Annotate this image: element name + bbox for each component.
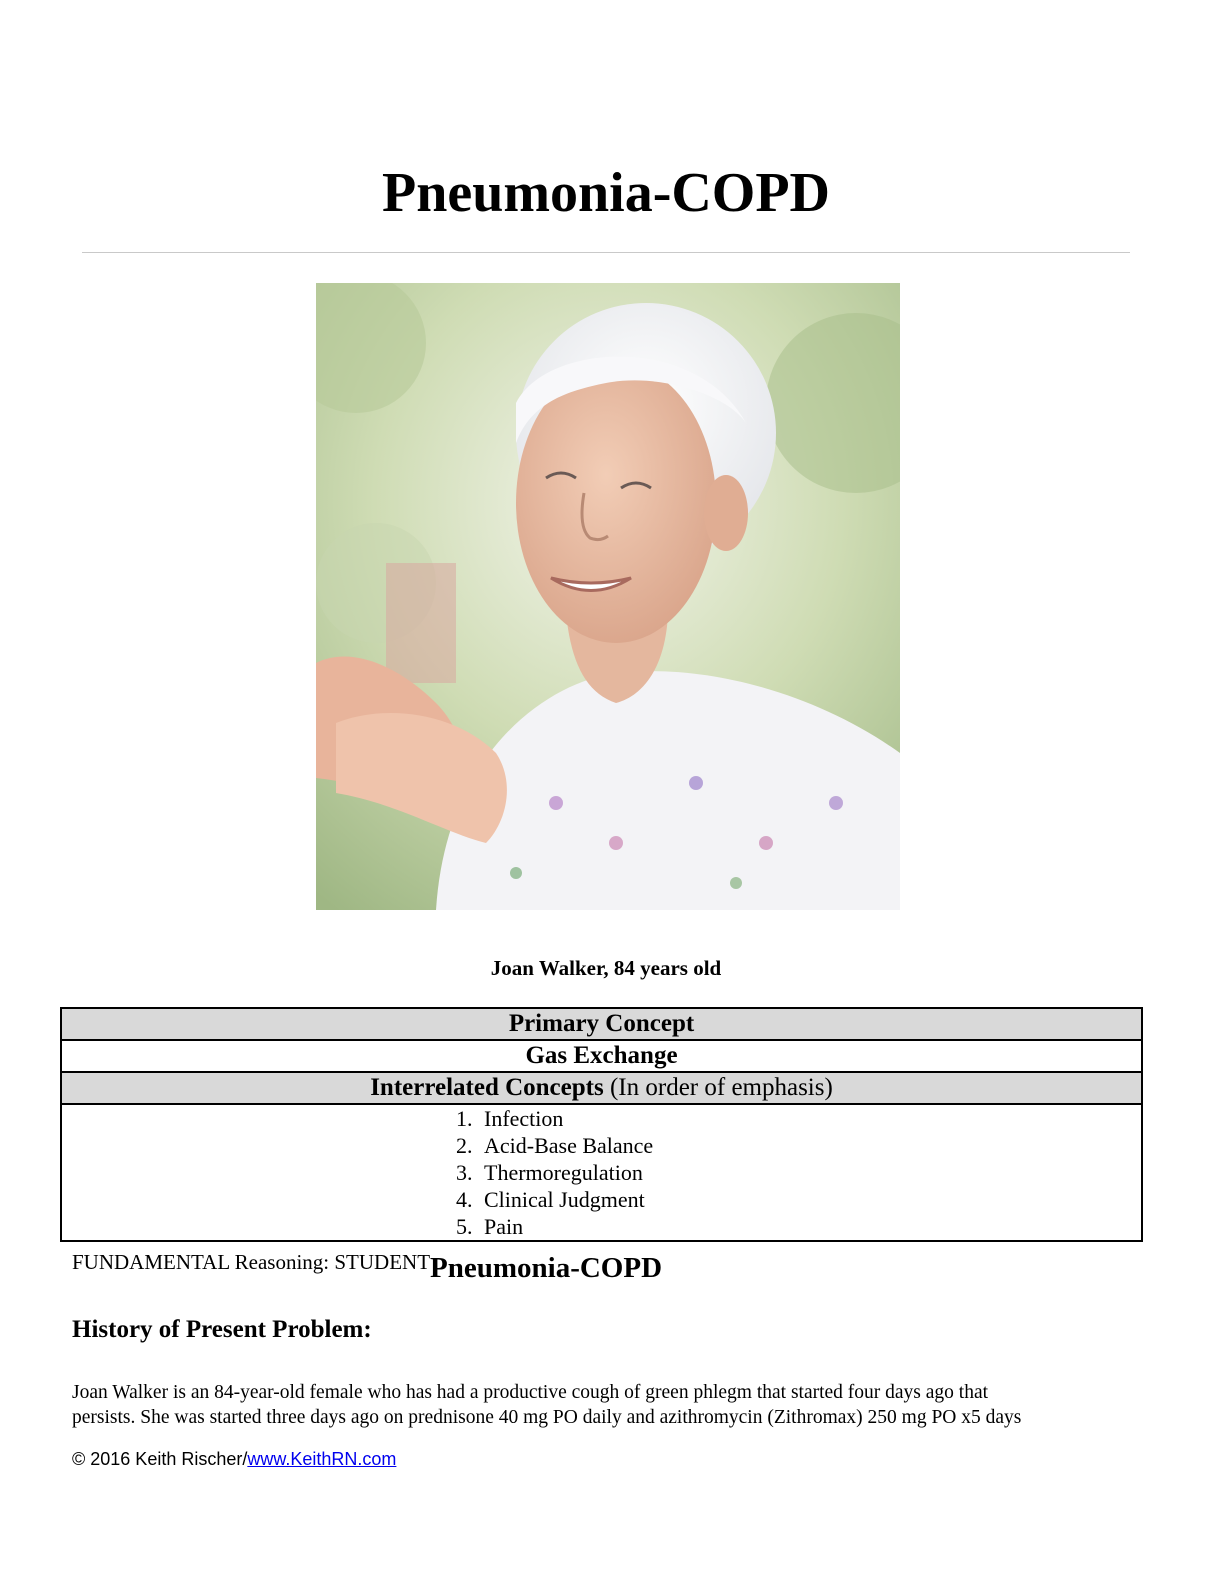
- history-heading: History of Present Problem:: [72, 1316, 372, 1343]
- list-item-label: Pain: [484, 1214, 524, 1239]
- running-header: [72, 1248, 663, 1284]
- patient-caption: Joan Walker, 84 years old: [490, 956, 722, 980]
- interrelated-concepts-list: [62, 1105, 1141, 1240]
- title-divider: [82, 252, 1130, 253]
- primary-concept-value-row: [61, 1040, 1142, 1072]
- list-item-number: 3.: [456, 1160, 473, 1185]
- website-link[interactable]: www.KeithRN.com: [247, 1449, 397, 1469]
- copyright-text: © 2016 Keith Rischer/: [72, 1449, 248, 1469]
- interrelated-concepts-label: Interrelated Concepts: [370, 1074, 604, 1101]
- running-header-title: Pneumonia-COPD: [430, 1252, 663, 1284]
- concept-table: [60, 1007, 1143, 1242]
- interrelated-concepts-note: (In order of emphasis): [609, 1074, 833, 1101]
- running-header-label: FUNDAMENTAL Reasoning: STUDENT: [72, 1250, 431, 1274]
- page-title: Pneumonia-COPD: [382, 162, 830, 224]
- primary-concept-header-row: [61, 1008, 1142, 1040]
- history-line: persists. She was started three days ago on prednisone 40 mg PO daily and azithromycin (Zithromax) 250 mg PO x5 days: [72, 1407, 1022, 1428]
- interrelated-concepts-list-cell: [61, 1104, 1142, 1241]
- copyright-footer: [72, 1447, 396, 1471]
- list-item: [456, 1213, 1141, 1240]
- primary-concept-header: Primary Concept: [61, 1008, 1142, 1040]
- list-item-label: Thermoregulation: [484, 1160, 643, 1185]
- patient-photo: [316, 283, 900, 910]
- list-item: [456, 1186, 1141, 1213]
- history-line: Joan Walker is an 84-year-old female who has had a productive cough of green phlegm that started four days ago that: [72, 1382, 989, 1403]
- list-item-label: Clinical Judgment: [484, 1187, 645, 1212]
- list-item: [456, 1105, 1141, 1132]
- list-item-label: Infection: [484, 1106, 564, 1131]
- history-body: [72, 1380, 1152, 1430]
- list-item: [456, 1159, 1141, 1186]
- list-item-number: 4.: [456, 1187, 473, 1212]
- list-item-number: 1.: [456, 1106, 473, 1131]
- list-item-number: 5.: [456, 1214, 473, 1239]
- primary-concept-value: Gas Exchange: [61, 1040, 1142, 1072]
- list-item-label: Acid-Base Balance: [484, 1133, 654, 1158]
- interrelated-concepts-header: [61, 1072, 1142, 1104]
- interrelated-concepts-header-row: [61, 1072, 1142, 1104]
- list-item: [456, 1132, 1141, 1159]
- interrelated-concepts-list-row: [61, 1104, 1142, 1241]
- list-item-number: 2.: [456, 1133, 473, 1158]
